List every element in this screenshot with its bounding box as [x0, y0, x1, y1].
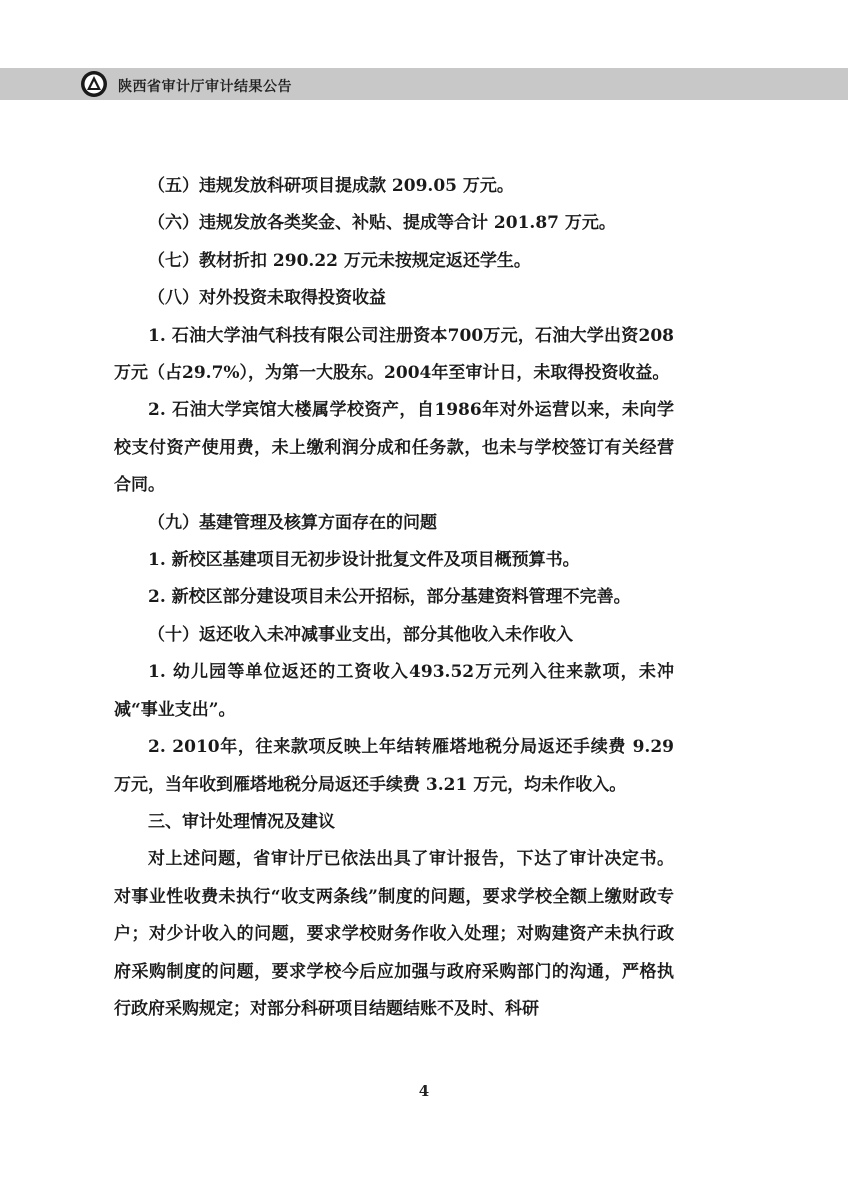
paragraph: 2. 新校区部分建设项目未公开招标，部分基建资料管理不完善。	[148, 587, 631, 608]
paragraph: 2. 石油大学宾馆大楼属学校资产，自1986年对外运营以来，未向学校支付资产使用费，未上缴利润分成和任务款，也未与学校签订有关经营合同。	[114, 400, 674, 496]
section-heading: （八）对外投资未取得投资收益	[148, 288, 386, 309]
paragraph: 2. 2010年，往来款项反映上年结转雁塔地税分局返还手续费 9.29 万元，当年收到雁塔地税分局返还手续费 3.21 万元，均未作收入。	[114, 737, 674, 795]
paragraph: 对上述问题，省审计厅已依法出具了审计报告，下达了审计决定书。对事业性收费未执行“收支两条线”制度的问题，要求学校全额上缴财政专户；对少计收入的问题，要求学校财务作收入处理；对购建资产未执行政府采购制度的问题，要求学校今后应加强与政府采购部门的沟通，严格执行政府采购规定；对部分科研项目结题结账不及时、科研	[114, 849, 674, 1019]
paragraph: 1. 新校区基建项目无初步设计批复文件及项目概预算书。	[148, 550, 580, 571]
paragraph: （六）违规发放各类奖金、补贴、提成等合计 201.87 万元。	[148, 213, 616, 234]
section-heading: （十）返还收入未冲减事业支出，部分其他收入未作收入	[148, 624, 573, 645]
section-heading: （九）基建管理及核算方面存在的问题	[148, 512, 437, 533]
document-body	[114, 168, 674, 1028]
section-heading: 三、审计处理情况及建议	[148, 811, 335, 832]
paragraph: 1. 石油大学油气科技有限公司注册资本700万元，石油大学出资208万元（占29.7%），为第一大股东。2004年至审计日，未取得投资收益。	[114, 325, 674, 384]
header-title: 陕西省审计厅审计结果公告	[118, 79, 292, 95]
audit-logo-icon	[80, 70, 108, 98]
paragraph: （七）教材折扣 290.22 万元未按规定返还学生。	[148, 250, 531, 271]
page-number: 4	[418, 1082, 430, 1100]
paragraph: （五）违规发放科研项目提成款 209.05 万元。	[148, 176, 514, 196]
paragraph: 1. 幼儿园等单位返还的工资收入493.52万元列入往来款项，未冲减“事业支出”。	[114, 662, 674, 720]
